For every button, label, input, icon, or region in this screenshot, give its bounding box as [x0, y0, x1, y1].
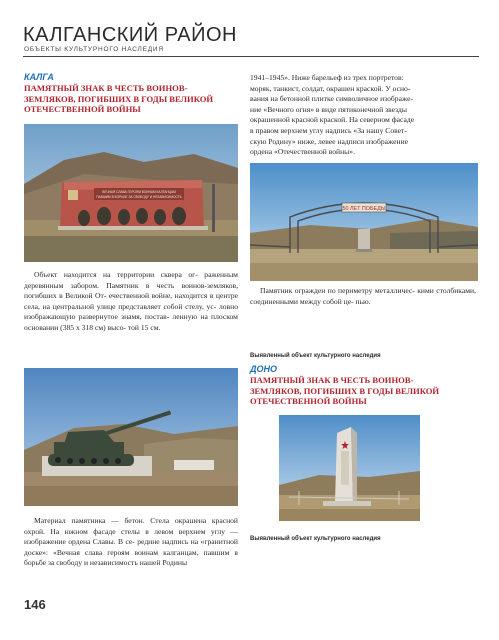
text-line: центральной улице представляет собой стелу, ус- — [52, 301, 217, 311]
text-line: 1941–1945». Ниже барельеф из трех портретов: — [250, 73, 404, 82]
text-line: ечественной войне, находится в центре села, на — [24, 291, 238, 311]
material-paragraph — [24, 516, 238, 569]
photo-kalga-gate — [250, 163, 478, 281]
text-line: ордена «Отечественной войны». — [250, 147, 355, 157]
status-label-kalga: Выявленный объект культурного наследия — [250, 353, 381, 359]
page-number: 146 — [24, 597, 46, 612]
text-line: ленную на плоском основании (385 x 318 см) высо- — [24, 312, 238, 332]
text-line: моряк, танкист, солдат, окрашен краской. У осно- — [250, 83, 411, 93]
continuation-kalga — [250, 73, 476, 158]
monument-heading-kalga — [24, 83, 239, 115]
text-line: той 15 см. — [127, 322, 161, 332]
description-kalga — [24, 270, 238, 334]
text-line: пью. — [355, 296, 371, 306]
text-line: ние «Вечного огня» в виде пятиконечной звезды — [250, 104, 407, 114]
text-line: вания на бетонной плитке символичное изображе- — [250, 94, 414, 104]
text-line: за свободу и независимость нашей Родины — [47, 558, 188, 568]
text-line: кими столбиками, соединенными между собой це- — [250, 286, 476, 306]
heading-line: ПАМЯТНЫЙ ЗНАК В ЧЕСТЬ ВОИНОВ- — [24, 83, 188, 93]
text-line: окрашенной красной краской. На северном фасаде — [250, 115, 415, 125]
heading-line: ЗЕМЛЯКОВ, ПОГИБШИХ В ГОДЫ ВЕЛИКОЙ — [24, 93, 214, 104]
heading-line: ПАМЯТНЫЙ ЗНАК В ЧЕСТЬ ВОИНОВ- — [250, 375, 414, 385]
text-line: ловно изображающую развернутое знамя, постав- — [24, 301, 238, 322]
text-line: раженным деревянным забором. Памятник в — [24, 270, 238, 290]
fence-kalga — [250, 286, 476, 307]
text-line: скую Родину» ниже, левее надписи изображение — [250, 136, 409, 146]
text-line: Памятник огражден по периметру металличес- — [260, 286, 415, 295]
material-kalga — [24, 516, 238, 569]
status-label-dono: Выявленный объект культурного наследия — [250, 536, 381, 542]
stele-inscription: ВЕЧНАЯ СЛАВА ГЕРОЯМ ВОИНАМ КАЛГАНЦАМ — [102, 190, 176, 194]
locality-label-dono: ДОНО — [250, 364, 277, 374]
text-line: красной охрой. На южном фасаде стелы в левом — [24, 516, 238, 536]
text-line: слава героям воинам калганцам, павшим в борьбе — [24, 547, 238, 568]
text-line: честь воинов-земляков, погибших в Великой От- — [24, 280, 239, 301]
header-divider — [23, 56, 479, 57]
description-paragraph — [24, 270, 238, 334]
photo-dono-obelisk — [279, 415, 420, 521]
gate-sign: 50 ЛЕТ ПОБЕДЫ — [342, 206, 386, 212]
text-line: Материал памятника — бетон. Стела окрашена — [34, 516, 207, 525]
district-title: КАЛГАНСКИЙ РАЙОН — [23, 24, 237, 46]
photo-kalga-tank — [24, 368, 238, 506]
photo-kalga-stele — [24, 124, 238, 262]
heading-line: ОТЕЧЕСТВЕННОЙ ВОЙНЫ — [24, 104, 141, 114]
section-subtitle: ОБЪЕКТЫ КУЛЬТУРНОГО НАСЛЕДИЯ — [24, 46, 164, 53]
heading-line: ОТЕЧЕСТВЕННОЙ ВОЙНЫ — [250, 396, 367, 406]
fence-paragraph — [250, 286, 476, 307]
text-line: верхнем углу — изображение ордена Славы. В се- — [24, 526, 238, 547]
heading-line: ЗЕМЛЯКОВ, ПОГИБШИХ В ГОДЫ ВЕЛИКОЙ — [250, 385, 440, 396]
stele-inscription: ПАВШИМ В БОРЬБЕ ЗА СВОБОДУ И НЕЗАВИСИМОСТЬ — [96, 195, 182, 199]
text-line: редине надпись на «гранитной доске»: «Вечная — [24, 537, 238, 557]
monument-heading-dono — [250, 375, 478, 407]
text-line: в правом верхнем углу надпись «За нашу Совет- — [250, 125, 407, 135]
locality-label-kalga: КАЛГА — [24, 72, 54, 82]
text-line: Объект находится на территории сквера ог- — [34, 270, 198, 279]
